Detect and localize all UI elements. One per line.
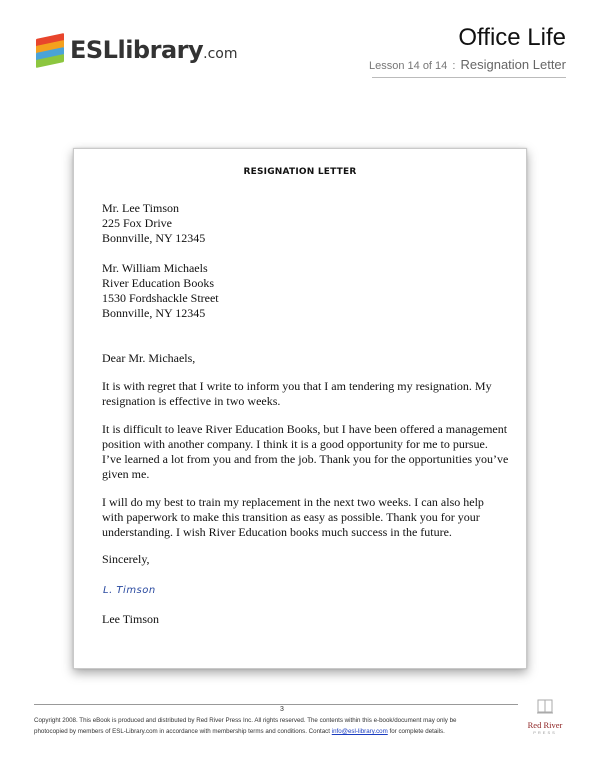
lesson-indicator: Lesson 14 of 14 : Resignation Letter (369, 57, 566, 72)
header-divider (372, 77, 566, 78)
sender-line: Mr. Lee Timson (102, 201, 180, 215)
page-title: Office Life (458, 24, 566, 51)
letter-body (102, 201, 512, 627)
book-icon (533, 698, 557, 716)
red-river-press-logo (520, 698, 570, 735)
closing: Sincerely, (102, 552, 150, 566)
recipient-line: 1530 Fordshackle Street (102, 291, 219, 305)
salutation: Dear Mr. Michaels, (102, 351, 196, 365)
press-subtitle: PRESS (533, 730, 557, 735)
handwritten-signature: L. Timson (103, 585, 156, 596)
letter-heading: RESIGNATION LETTER (243, 167, 357, 177)
lesson-topic: Resignation Letter (460, 57, 566, 72)
recipient-line: Bonnville, NY 12345 (102, 306, 206, 320)
page-number: 3 (280, 706, 284, 713)
paragraph-3: I will do my best to train my replacement in the next two weeks. I can also help with paperwork to make this transition as easy as possible. Thank you for your understanding. I wish River Education books much success in the future. (102, 495, 484, 539)
recipient-line: River Education Books (102, 276, 214, 290)
contact-email-link[interactable]: info@esl-library.com (331, 728, 388, 735)
sender-line: Bonnville, NY 12345 (102, 231, 206, 245)
copyright-notice: Copyright 2008. This eBook is produced and distributed by Red River Press Inc. All rights reserved. The contents within this e-book/document may only be photocopied by members of ESL-Library.com in accordance with membership terms and conditions. Contact info@esl-library.com for complete details. (34, 717, 457, 735)
logo-wordmark: ESLlibrary.com (70, 36, 238, 64)
paragraph-2: It is difficult to leave River Education Books, but I have been offered a management position with another company. I think it is a good opportunity for me to pursue. I’ve learned a lot from you and from the job. Thank you for the opportunities you’ve given me. (102, 422, 509, 481)
signed-name: Lee Timson (102, 612, 160, 626)
recipient-line: Mr. William Michaels (102, 261, 208, 275)
recipient-address (102, 261, 512, 321)
books-stack-icon (34, 34, 66, 66)
letter-sheet (73, 148, 527, 669)
lesson-label: Lesson 14 of 14 (369, 60, 448, 72)
footer-divider (34, 704, 518, 705)
esl-library-logo (34, 34, 237, 66)
sender-address (102, 201, 512, 246)
paragraph-1: It is with regret that I write to inform you that I am tendering my resignation. My resignation is effective in two weeks. (102, 379, 492, 408)
press-name: Red River (527, 720, 563, 730)
sender-line: 225 Fox Drive (102, 216, 172, 230)
